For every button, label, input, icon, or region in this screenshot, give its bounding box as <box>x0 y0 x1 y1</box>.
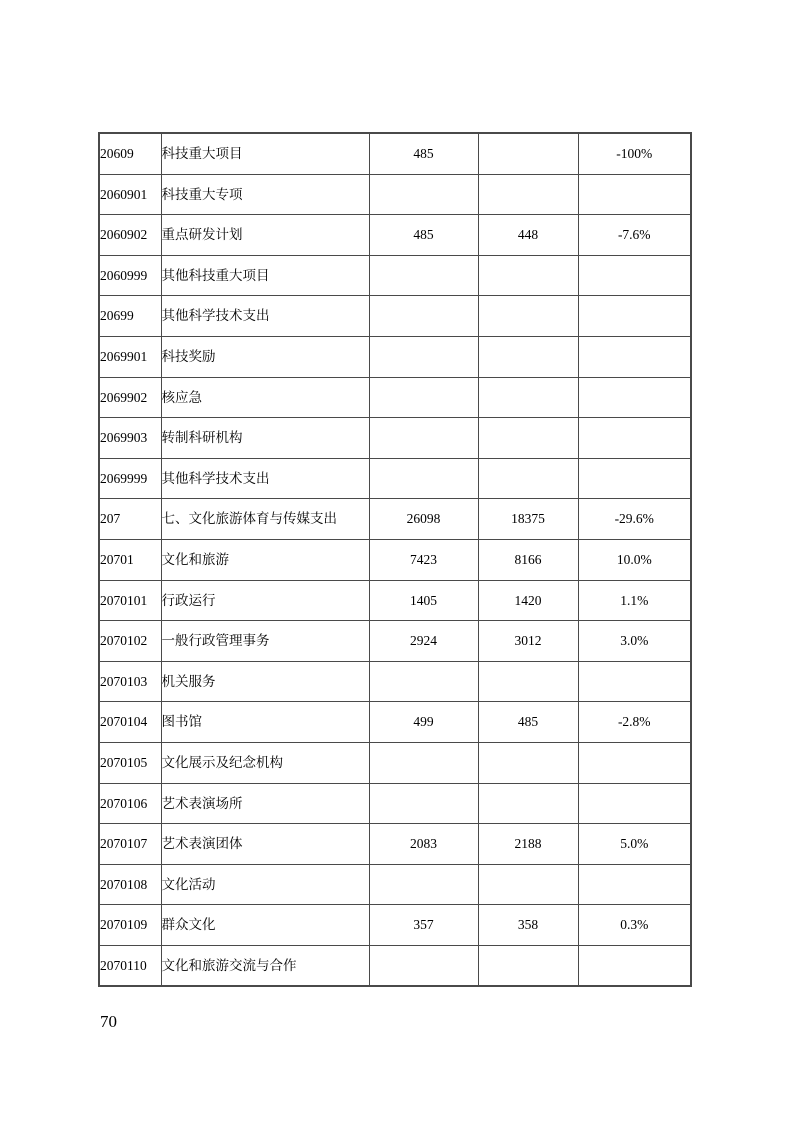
page-number: 70 <box>100 1012 117 1031</box>
row-name: 其他科学技术支出 <box>161 296 369 337</box>
table-row <box>99 377 691 418</box>
amount-col2 <box>478 336 578 377</box>
table-row <box>99 539 691 580</box>
table-row <box>99 945 691 986</box>
row-code: 2070108 <box>99 864 161 905</box>
change-pct: -100% <box>578 133 691 174</box>
amount-col1: 485 <box>369 215 478 256</box>
table-row <box>99 742 691 783</box>
amount-col2 <box>478 418 578 459</box>
row-code: 2070110 <box>99 945 161 986</box>
row-code: 2070102 <box>99 621 161 662</box>
change-pct: 3.0% <box>578 621 691 662</box>
row-code: 20701 <box>99 539 161 580</box>
change-pct <box>578 864 691 905</box>
table-row <box>99 864 691 905</box>
change-pct <box>578 377 691 418</box>
row-code: 2069901 <box>99 336 161 377</box>
change-pct <box>578 945 691 986</box>
row-code: 2060901 <box>99 174 161 215</box>
amount-col2 <box>478 458 578 499</box>
table-row <box>99 336 691 377</box>
row-code: 20699 <box>99 296 161 337</box>
row-name: 艺术表演团体 <box>161 824 369 865</box>
row-name: 文化和旅游交流与合作 <box>161 945 369 986</box>
amount-col1: 2083 <box>369 824 478 865</box>
table-row <box>99 418 691 459</box>
row-name: 群众文化 <box>161 905 369 946</box>
amount-col1 <box>369 174 478 215</box>
row-name: 其他科学技术支出 <box>161 458 369 499</box>
amount-col1: 357 <box>369 905 478 946</box>
row-name: 其他科技重大项目 <box>161 255 369 296</box>
change-pct <box>578 174 691 215</box>
amount-col1 <box>369 661 478 702</box>
amount-col1 <box>369 255 478 296</box>
table-row <box>99 215 691 256</box>
row-name: 行政运行 <box>161 580 369 621</box>
table-row <box>99 702 691 743</box>
change-pct <box>578 418 691 459</box>
change-pct <box>578 661 691 702</box>
table-row <box>99 905 691 946</box>
change-pct: 1.1% <box>578 580 691 621</box>
amount-col2: 1420 <box>478 580 578 621</box>
row-code: 2070107 <box>99 824 161 865</box>
row-code: 2069999 <box>99 458 161 499</box>
amount-col1 <box>369 377 478 418</box>
amount-col1: 485 <box>369 133 478 174</box>
row-name: 机关服务 <box>161 661 369 702</box>
row-name: 转制科研机构 <box>161 418 369 459</box>
change-pct: -2.8% <box>578 702 691 743</box>
change-pct <box>578 255 691 296</box>
table-row <box>99 133 691 174</box>
amount-col2 <box>478 174 578 215</box>
row-name: 文化和旅游 <box>161 539 369 580</box>
amount-col2: 448 <box>478 215 578 256</box>
row-code: 2070106 <box>99 783 161 824</box>
row-code: 2070101 <box>99 580 161 621</box>
amount-col1: 1405 <box>369 580 478 621</box>
amount-col1: 2924 <box>369 621 478 662</box>
row-name: 科技奖励 <box>161 336 369 377</box>
row-name: 艺术表演场所 <box>161 783 369 824</box>
row-name: 科技重大项目 <box>161 133 369 174</box>
table-row <box>99 580 691 621</box>
budget-table-body <box>99 133 691 986</box>
amount-col2 <box>478 296 578 337</box>
row-code: 2060902 <box>99 215 161 256</box>
change-pct <box>578 458 691 499</box>
amount-col1 <box>369 864 478 905</box>
budget-table <box>98 132 692 987</box>
row-name: 文化展示及纪念机构 <box>161 742 369 783</box>
change-pct: 0.3% <box>578 905 691 946</box>
change-pct <box>578 336 691 377</box>
row-code: 2069903 <box>99 418 161 459</box>
amount-col1 <box>369 458 478 499</box>
amount-col2 <box>478 255 578 296</box>
amount-col1: 7423 <box>369 539 478 580</box>
row-code: 2060999 <box>99 255 161 296</box>
row-code: 2070103 <box>99 661 161 702</box>
amount-col1 <box>369 742 478 783</box>
amount-col1 <box>369 418 478 459</box>
amount-col2: 2188 <box>478 824 578 865</box>
amount-col2: 3012 <box>478 621 578 662</box>
table-row <box>99 824 691 865</box>
change-pct <box>578 742 691 783</box>
amount-col1: 499 <box>369 702 478 743</box>
change-pct: -29.6% <box>578 499 691 540</box>
row-name: 重点研发计划 <box>161 215 369 256</box>
amount-col2: 358 <box>478 905 578 946</box>
row-name: 文化活动 <box>161 864 369 905</box>
table-row <box>99 783 691 824</box>
amount-col2 <box>478 377 578 418</box>
table-row <box>99 174 691 215</box>
amount-col1 <box>369 336 478 377</box>
amount-col2: 18375 <box>478 499 578 540</box>
amount-col1: 26098 <box>369 499 478 540</box>
change-pct: 10.0% <box>578 539 691 580</box>
change-pct: 5.0% <box>578 824 691 865</box>
amount-col2 <box>478 661 578 702</box>
amount-col2: 485 <box>478 702 578 743</box>
amount-col2 <box>478 783 578 824</box>
row-code: 207 <box>99 499 161 540</box>
row-code: 20609 <box>99 133 161 174</box>
table-row <box>99 621 691 662</box>
amount-col1 <box>369 296 478 337</box>
row-name: 七、文化旅游体育与传媒支出 <box>161 499 369 540</box>
amount-col2 <box>478 742 578 783</box>
row-code: 2070105 <box>99 742 161 783</box>
table-row <box>99 296 691 337</box>
row-name: 一般行政管理事务 <box>161 621 369 662</box>
amount-col1 <box>369 945 478 986</box>
row-code: 2070109 <box>99 905 161 946</box>
table-row <box>99 499 691 540</box>
row-name: 核应急 <box>161 377 369 418</box>
change-pct <box>578 296 691 337</box>
row-code: 2070104 <box>99 702 161 743</box>
amount-col2 <box>478 945 578 986</box>
amount-col1 <box>369 783 478 824</box>
table-row <box>99 661 691 702</box>
row-name: 科技重大专项 <box>161 174 369 215</box>
table-row <box>99 458 691 499</box>
amount-col2 <box>478 864 578 905</box>
change-pct: -7.6% <box>578 215 691 256</box>
amount-col2 <box>478 133 578 174</box>
row-name: 图书馆 <box>161 702 369 743</box>
amount-col2: 8166 <box>478 539 578 580</box>
row-code: 2069902 <box>99 377 161 418</box>
table-row <box>99 255 691 296</box>
change-pct <box>578 783 691 824</box>
